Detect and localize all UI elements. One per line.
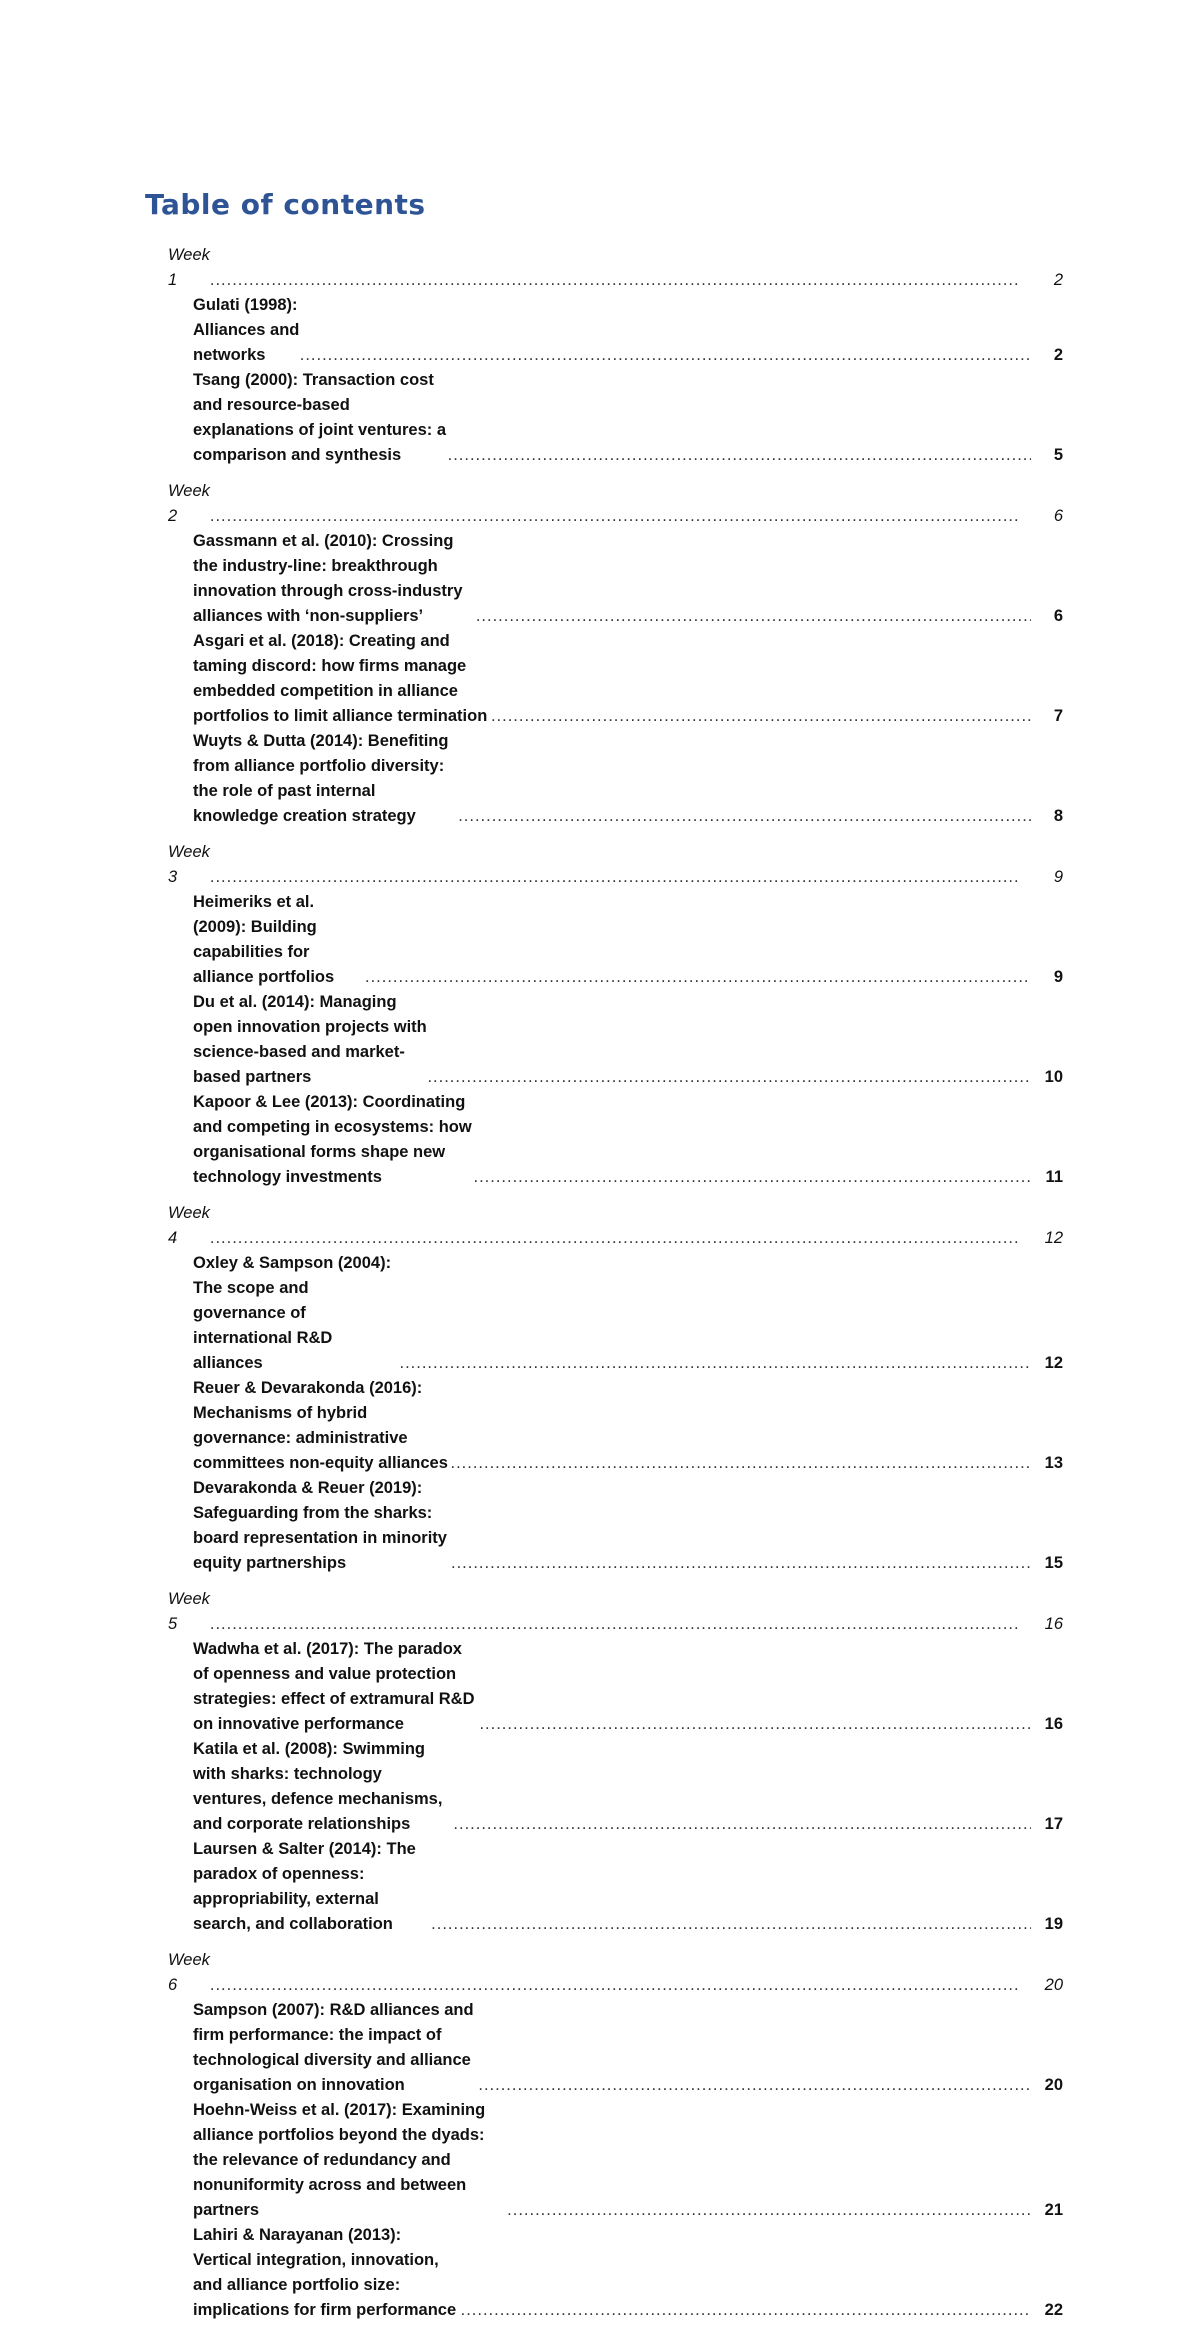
- toc-article-title: Tsang (2000): Transaction cost and resource-based explanations of joint ventures: a comparison and synthesis: [193, 371, 447, 464]
- toc-week-section: [168, 1587, 1063, 1937]
- toc-dot-leader: [458, 804, 1031, 829]
- toc-week-section: [168, 479, 1063, 829]
- table-of-contents: [168, 243, 1063, 2334]
- toc-article-title: Gassmann et al. (2010): Crossing the industry-line: breakthrough innovation through cross-industry alliances with ‘non-suppliers’: [193, 532, 463, 625]
- toc-dot-leader: [400, 1351, 1031, 1376]
- toc-week-label: Week 1: [168, 246, 210, 289]
- toc-page-number: 9: [1053, 968, 1063, 986]
- toc-article-title: Asgari et al. (2018): Creating and taming discord: how firms manage embedded competition in alliance portfolios to limit alliance termination: [193, 632, 488, 725]
- toc-article-entry[interactable]: [168, 368, 1063, 468]
- toc-dot-leader: [453, 1812, 1031, 1837]
- toc-page-number: 17: [1044, 1815, 1063, 1833]
- toc-page-number: 9: [1053, 868, 1063, 886]
- toc-article-title: Hoehn-Weiss et al. (2017): Examining alliance portfolios beyond the dyads: the relevance of redundancy and nonuniformity across and between partners: [193, 2101, 486, 2219]
- toc-article-title: Laursen & Salter (2014): The paradox of openness: appropriability, external search, and collaboration: [193, 1840, 416, 1933]
- toc-dot-leader: [476, 604, 1031, 629]
- toc-article-title: Oxley & Sampson (2004): The scope and governance of international R&D alliances: [193, 1254, 392, 1372]
- toc-page-number: 12: [1044, 1354, 1063, 1372]
- toc-dot-leader: [427, 1065, 1031, 1090]
- toc-page-number: 19: [1044, 1915, 1063, 1933]
- toc-week-label: Week 3: [168, 843, 210, 886]
- toc-page-number: 10: [1044, 1068, 1063, 1086]
- toc-article-entry[interactable]: [168, 629, 1063, 729]
- toc-dot-leader: [473, 1165, 1031, 1190]
- toc-dot-leader: [210, 1612, 1019, 1637]
- toc-title: Table of contents: [145, 188, 426, 221]
- toc-article-title: Sampson (2007): R&D alliances and firm performance: the impact of technological diversity and alliance organisation on innovation: [193, 2001, 474, 2094]
- toc-article-entry[interactable]: [168, 529, 1063, 629]
- toc-page-number: 11: [1045, 1168, 1063, 1186]
- toc-article-entry[interactable]: [168, 1737, 1063, 1837]
- toc-week-entry[interactable]: [168, 1948, 1063, 1998]
- toc-week-section: [168, 1948, 1063, 2323]
- toc-article-entry[interactable]: [168, 1251, 1063, 1376]
- toc-page-number: 2: [1053, 346, 1063, 364]
- toc-page-number: 15: [1044, 1554, 1063, 1572]
- toc-article-title: Katila et al. (2008): Swimming with sharks: technology ventures, defence mechanisms, and corporate relationships: [193, 1740, 443, 1833]
- toc-dot-leader: [210, 1973, 1019, 1998]
- toc-week-section: [168, 243, 1063, 468]
- toc-article-entry[interactable]: [168, 293, 1063, 368]
- toc-page-number: 20: [1044, 2076, 1063, 2094]
- toc-week-entry[interactable]: [168, 840, 1063, 890]
- toc-dot-leader: [365, 965, 1031, 990]
- toc-dot-leader: [210, 504, 1019, 529]
- toc-page-number: 5: [1053, 446, 1063, 464]
- toc-week-entry[interactable]: [168, 1201, 1063, 1251]
- toc-dot-leader: [478, 2073, 1031, 2098]
- toc-article-entry[interactable]: [168, 1837, 1063, 1937]
- toc-week-entry[interactable]: [168, 479, 1063, 529]
- toc-article-entry[interactable]: [168, 1476, 1063, 1576]
- toc-page-number: 21: [1044, 2201, 1063, 2219]
- toc-dot-leader: [451, 1551, 1031, 1576]
- toc-dot-leader: [431, 1912, 1031, 1937]
- toc-article-title: Heimeriks et al. (2009): Building capabilities for alliance portfolios: [193, 893, 335, 986]
- toc-article-title: Reuer & Devarakonda (2016): Mechanisms of hybrid governance: administrative committees non-equity alliances: [193, 1379, 448, 1472]
- toc-page-number: 12: [1044, 1229, 1063, 1247]
- toc-dot-leader: [210, 1226, 1019, 1251]
- toc-dot-leader: [450, 1451, 1031, 1476]
- toc-dot-leader: [210, 268, 1019, 293]
- toc-article-entry[interactable]: [168, 2223, 1063, 2323]
- toc-week-section: [168, 840, 1063, 1190]
- toc-page-number: 13: [1044, 1454, 1063, 1472]
- toc-week-label: Week 5: [168, 1590, 210, 1633]
- toc-page-number: 7: [1053, 707, 1063, 725]
- toc-page-number: 22: [1044, 2301, 1063, 2319]
- toc-dot-leader: [491, 704, 1031, 729]
- toc-page-number: 6: [1053, 607, 1063, 625]
- toc-week-label: Week 6: [168, 1951, 210, 1994]
- toc-article-entry[interactable]: [168, 1637, 1063, 1737]
- toc-week-label: Week 4: [168, 1204, 210, 1247]
- toc-week-entry[interactable]: [168, 243, 1063, 293]
- toc-page-number: 8: [1053, 807, 1063, 825]
- toc-dot-leader: [300, 343, 1031, 368]
- toc-article-entry[interactable]: [168, 1998, 1063, 2098]
- toc-article-title: Devarakonda & Reuer (2019): Safeguarding from the sharks: board representation in minority equity partnerships: [193, 1479, 447, 1572]
- toc-article-title: Lahiri & Narayanan (2013): Vertical integration, innovation, and alliance portfolio size: implications for firm performance: [193, 2226, 457, 2319]
- toc-article-title: Gulati (1998): Alliances and networks: [193, 296, 300, 364]
- toc-dot-leader: [448, 443, 1031, 468]
- toc-dot-leader: [210, 865, 1019, 890]
- toc-page-number: 16: [1044, 1715, 1063, 1733]
- toc-dot-leader: [507, 2198, 1031, 2223]
- toc-article-entry[interactable]: [168, 729, 1063, 829]
- toc-page-number: 2: [1053, 271, 1063, 289]
- toc-page-number: 6: [1053, 507, 1063, 525]
- toc-week-entry[interactable]: [168, 1587, 1063, 1637]
- toc-dot-leader: [461, 2298, 1031, 2323]
- toc-article-entry[interactable]: [168, 2098, 1063, 2223]
- toc-page-number: 20: [1044, 1976, 1063, 1994]
- toc-article-title: Kapoor & Lee (2013): Coordinating and competing in ecosystems: how organisational forms shape new technology investments: [193, 1093, 472, 1186]
- toc-article-title: Wuyts & Dutta (2014): Benefiting from alliance portfolio diversity: the role of past internal knowledge creation strategy: [193, 732, 449, 825]
- toc-week-label: Week 2: [168, 482, 210, 525]
- toc-week-section: [168, 1201, 1063, 1576]
- toc-article-entry[interactable]: [168, 1376, 1063, 1476]
- toc-article-entry[interactable]: [168, 890, 1063, 990]
- toc-dot-leader: [479, 1712, 1031, 1737]
- toc-article-title: Wadwha et al. (2017): The paradox of openness and value protection strategies: effect of extramural R&D on innovative performance: [193, 1640, 475, 1733]
- toc-article-entry[interactable]: [168, 1090, 1063, 1190]
- toc-article-title: Du et al. (2014): Managing open innovation projects with science-based and market-based partners: [193, 993, 427, 1086]
- toc-article-entry[interactable]: [168, 990, 1063, 1090]
- toc-page-number: 16: [1044, 1615, 1063, 1633]
